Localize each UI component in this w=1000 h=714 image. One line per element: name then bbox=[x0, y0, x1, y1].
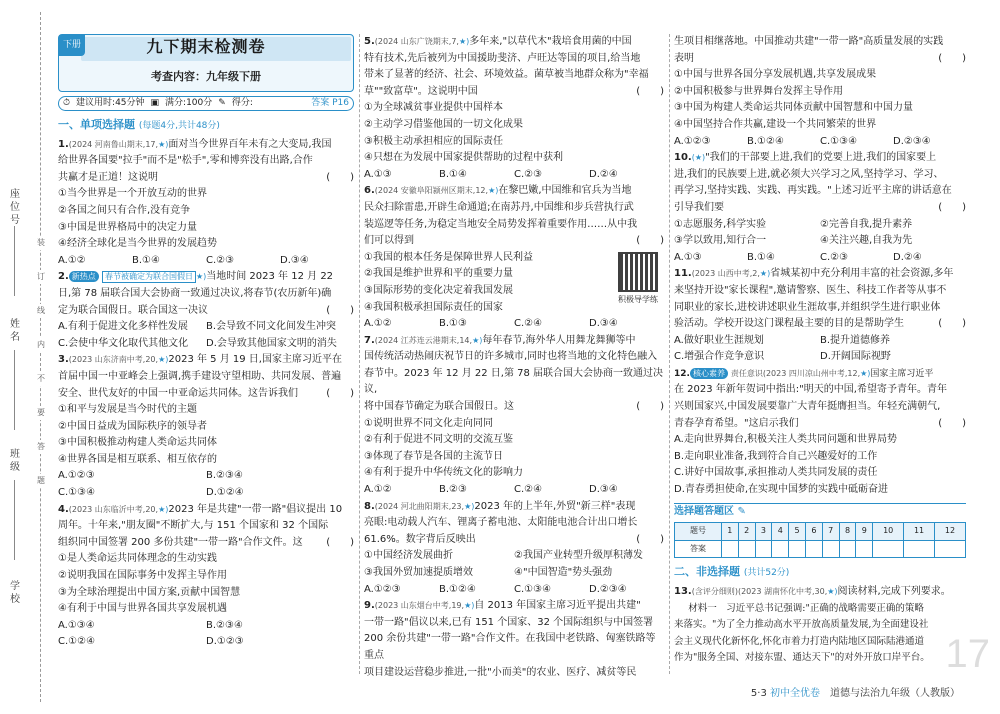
option-b[interactable]: B.①④ bbox=[439, 168, 467, 180]
q-text: 日,第 78 届联合国大会协商一致通过决议,将春节(农历新年)确 bbox=[58, 287, 332, 299]
answer-paren[interactable]: ( ) bbox=[636, 533, 664, 545]
option-b[interactable]: B.会导致不同文化间发生冲突 bbox=[206, 321, 337, 333]
q-number: 2. bbox=[58, 271, 69, 283]
q-text: 在 2023 年新年贺词中指出:"明天的中国,希望寄予青年。青年 bbox=[674, 384, 947, 396]
question-10 bbox=[674, 150, 966, 266]
answer-cell[interactable] bbox=[721, 540, 738, 558]
star-icon: ★) bbox=[458, 37, 470, 46]
q-text: 生项目相继落地。中国推动共建"一带一路"高质量发展的实践 bbox=[674, 36, 944, 47]
q-text: 将中国春节确定为联合国假日。这 bbox=[364, 401, 514, 413]
qr-code[interactable] bbox=[612, 252, 664, 309]
binding-margin bbox=[0, 0, 56, 714]
star-icon: ★) bbox=[860, 368, 871, 378]
statement: ④中国坚持合作共赢,建设一个共同繁荣的世界 bbox=[674, 118, 877, 130]
statement: ③国际形势的变化决定着我国发展 bbox=[364, 284, 513, 296]
option-b[interactable]: B.②③④ bbox=[206, 470, 243, 482]
q-text: 带来了显著的经济、社会、环境效益。菌草被当地群众称为"幸福 bbox=[364, 69, 649, 81]
answer-paren[interactable]: ( ) bbox=[326, 536, 354, 548]
cut-line bbox=[40, 12, 41, 702]
option-d[interactable]: D.①②③ bbox=[206, 636, 244, 648]
answer-grid bbox=[674, 522, 966, 558]
topic-badge: 责任意识 bbox=[730, 368, 763, 378]
q-text: 项目建设运营稳步推进,一批"小而美"的农业、医疗、减贫等民 bbox=[364, 666, 637, 678]
q-text: 200 余份共建"一带一路"合作文件。在我国中老铁路、匈塞铁路等重点 bbox=[364, 633, 656, 661]
q-text: 2023 年 5 月 19 日,国家主席习近平在 bbox=[168, 354, 342, 366]
option-a[interactable]: A.①② bbox=[364, 318, 392, 330]
answer-cell[interactable] bbox=[772, 540, 789, 558]
question-3 bbox=[58, 352, 354, 501]
option-c[interactable]: C.增强合作竞争意识 bbox=[674, 351, 765, 363]
option-d[interactable]: D.会导致其他国家文明的消失 bbox=[206, 337, 337, 349]
option-c[interactable]: C.②④ bbox=[514, 318, 543, 330]
statement: ③学以致用,知行合一 bbox=[674, 235, 767, 247]
q-text: 每年春节,海外华人用舞龙舞狮等中 bbox=[482, 334, 636, 346]
statement: ④只想在为发展中国家提供帮助的过程中获利 bbox=[364, 152, 563, 164]
option-a[interactable]: A.①③④ bbox=[58, 619, 95, 631]
option-d[interactable]: D.②③④ bbox=[589, 583, 627, 595]
q-text: 面对当今世界百年未有之大变局,我国 bbox=[168, 138, 332, 150]
option-a[interactable]: A.走向世界舞台,积极关注人类共同问题和世界局势 bbox=[674, 434, 898, 446]
question-9-cont bbox=[674, 34, 966, 150]
footer bbox=[751, 684, 960, 699]
q-source: (2024 安徽阜阳颍州区期末,12, bbox=[374, 186, 489, 196]
grid-qnum: 3 bbox=[755, 523, 772, 541]
grid-qnum: 5 bbox=[789, 523, 806, 541]
option-c[interactable]: C.①②④ bbox=[58, 636, 96, 648]
option-a[interactable]: A.①②③ bbox=[364, 583, 401, 595]
answer-paren[interactable]: ( ) bbox=[326, 304, 354, 316]
score-info: 满分:100分 bbox=[165, 98, 213, 109]
statement: ③中国为构建人类命运共同体贡献中国智慧和中国力量 bbox=[674, 102, 913, 114]
option-a[interactable]: A.①②③ bbox=[674, 135, 711, 147]
score-icon: ▣ bbox=[150, 98, 160, 109]
q-text: 阅读材料,完成下列要求。 bbox=[837, 586, 951, 597]
answer-paren[interactable]: ( ) bbox=[938, 201, 966, 213]
answer-paren[interactable]: ( ) bbox=[326, 387, 354, 399]
cut-char: 答 bbox=[36, 440, 46, 454]
grid-qnum: 6 bbox=[805, 523, 822, 541]
q-number: 3. bbox=[58, 354, 69, 366]
statement: ④"中国智造"势头强劲 bbox=[514, 567, 613, 578]
q-text: 61.6%。数字背后反映出 bbox=[364, 533, 476, 545]
option-b[interactable]: B.提升道德修养 bbox=[820, 334, 891, 346]
star-icon: ★) bbox=[464, 601, 475, 611]
statement: ④世界各国是相互联系、相互依存的 bbox=[58, 453, 217, 465]
question-11 bbox=[674, 266, 966, 366]
grid-qnum: 4 bbox=[772, 523, 789, 541]
core-badge: 核心素养 bbox=[690, 368, 728, 379]
option-d[interactable]: D.③④ bbox=[589, 484, 618, 496]
q-number: 11. bbox=[674, 268, 692, 280]
q-source: (2023 山东临沂中考,20, bbox=[68, 504, 159, 514]
material-text: 来落实。"为了全力推动高水平开放高质量发展,为全面建设社 bbox=[674, 619, 929, 631]
hot-badge: 新热点 bbox=[69, 271, 99, 282]
option-a[interactable]: A.①② bbox=[58, 254, 86, 266]
q-number: 4. bbox=[58, 503, 69, 515]
q-source: (2024 河北曲阳期末,23, bbox=[374, 501, 465, 511]
statement: ④关注兴趣,自我为先 bbox=[820, 235, 913, 247]
q-number: 12. bbox=[674, 368, 690, 379]
option-d[interactable]: D.②④ bbox=[893, 251, 922, 263]
q-text: 草""致富草"。这说明中国 bbox=[364, 85, 478, 97]
statement: ③中国是世界格局中的决定力量 bbox=[58, 221, 197, 233]
material-text: 作为"服务全国、对接东盟、通达天下"的对外开放口岸平台。 bbox=[674, 652, 930, 664]
material-text: 材料一 习近平总书记强调:"正确的战略需要正确的策略 bbox=[688, 602, 924, 614]
q-text: 兴则国家兴,中国发展要靠广大青年挺膺担当。年轻充满朝气, bbox=[674, 401, 941, 413]
statement: ④有利于提升中华传统文化的影响力 bbox=[364, 467, 523, 479]
star-icon: ★) bbox=[759, 269, 771, 279]
cut-char: 不 bbox=[36, 372, 46, 386]
q-text: 安全、世代友好的中国一中亚命运共同体。这告诉我们 bbox=[58, 387, 298, 399]
get-score[interactable]: 得分: bbox=[231, 98, 253, 109]
star-icon: ★) bbox=[488, 186, 499, 196]
statement: ②我国是维护世界和平的重要力量 bbox=[364, 268, 513, 280]
statement: ③体现了春节是各国的主流节日 bbox=[364, 450, 503, 462]
option-c[interactable]: C.①③④ bbox=[514, 583, 552, 595]
option-a[interactable]: A.做好职业生涯规划 bbox=[674, 334, 764, 346]
option-d[interactable]: D.①②④ bbox=[206, 487, 244, 499]
q-text: 青春孕育希望。"这启示我们 bbox=[674, 417, 799, 429]
statement: ①当今世界是一个开放互动的世界 bbox=[58, 188, 207, 200]
option-c[interactable]: C.会使中华文化取代其他文化 bbox=[58, 337, 189, 349]
q-text: 周年。十年来,"朋友圈"不断扩大,与 151 个国家和 32 个国际 bbox=[58, 520, 329, 532]
statement: ①为全球减贫事业提供中国样本 bbox=[364, 102, 503, 114]
statement: ②说明我国在国际事务中发挥主导作用 bbox=[58, 570, 227, 582]
cut-char: 订 bbox=[36, 270, 46, 284]
star-icon: ★) bbox=[158, 355, 169, 365]
option-a[interactable]: A.①③ bbox=[364, 168, 392, 180]
answer-cell[interactable] bbox=[805, 540, 822, 558]
option-b[interactable]: B.走向职业准备,我到符合自己兴趣爱好的工作 bbox=[674, 450, 878, 462]
column-3 bbox=[674, 34, 966, 667]
statement: ①说明世界不同文化走向同同 bbox=[364, 417, 493, 429]
q-text: 再学习,坚持实践、实践、再实践。"上述习近平主席的讲话意在 bbox=[674, 185, 952, 197]
answer-cell[interactable] bbox=[873, 540, 904, 558]
star-icon: ★) bbox=[158, 504, 169, 514]
star-icon: ★) bbox=[827, 587, 838, 596]
star-icon: ★) bbox=[158, 139, 169, 149]
statement: ③中国积极推动构建人类命运共同体 bbox=[58, 437, 217, 449]
q-text: 引导我们要 bbox=[674, 201, 724, 213]
exam-subtitle: 考查内容：九年级下册 bbox=[151, 70, 261, 83]
answer-paren[interactable]: ( ) bbox=[636, 235, 664, 247]
star-icon: (★) bbox=[691, 153, 706, 163]
question-4 bbox=[58, 502, 354, 651]
statement: ③为全球治理提出中国方案,贡献中国智慧 bbox=[58, 586, 241, 598]
option-a[interactable]: A.①② bbox=[364, 484, 392, 496]
footer-subject: 道德与法治九年级（人教版） bbox=[830, 688, 960, 699]
q-text: 共赢才是正道！这说明 bbox=[58, 171, 158, 183]
cut-char: 题 bbox=[36, 474, 46, 488]
q-text: 表明 bbox=[674, 52, 694, 64]
q-number: 13. bbox=[674, 586, 692, 597]
q-source: (2023 四川凉山州中考,12, bbox=[762, 368, 861, 378]
answer-grid-area bbox=[674, 503, 966, 559]
grid-qnum: 11 bbox=[904, 523, 935, 541]
option-a[interactable]: A.①②③ bbox=[58, 470, 95, 482]
q-number: 6. bbox=[364, 185, 375, 197]
answer-cell[interactable] bbox=[738, 540, 755, 558]
q-text: 组织同中国签署 200 多份共建"一带一路"合作文件。这 bbox=[58, 536, 303, 548]
q-text: 给世界各国要"拉手"而不是"松手",零和博弈没有出路,合作 bbox=[58, 155, 313, 167]
answer-paren[interactable]: ( ) bbox=[636, 401, 664, 413]
exam-meta bbox=[58, 96, 354, 111]
statement: ①中国经济发展曲折 bbox=[364, 550, 453, 562]
option-d[interactable]: D.青春勇担使命,在实现中国梦的实践中砥砺奋进 bbox=[674, 484, 889, 496]
seat-label: 座位号 bbox=[10, 189, 20, 226]
answer-paren[interactable]: ( ) bbox=[636, 85, 664, 97]
q-text: 2023 年是共建"一带一路"倡议提出 10 bbox=[168, 503, 343, 515]
question-8 bbox=[364, 499, 664, 599]
q-text: 亮眼:电动载人汽车、锂离子蓄电池、太阳能电池合计出口增长 bbox=[364, 517, 638, 529]
statement: ②中国日益成为国际秩序的领导者 bbox=[58, 420, 207, 432]
answer-cell[interactable] bbox=[856, 540, 873, 558]
statement: ②主动学习借鉴他国的一切文化成果 bbox=[364, 118, 523, 130]
statement: ①和平与发展是当今时代的主题 bbox=[58, 404, 197, 416]
q-text: 在黎巴嫩,中国维和官兵为当地 bbox=[498, 185, 632, 197]
section-title-text: 一、单项选择题 bbox=[58, 118, 135, 131]
statement: ①我国的根本任务是保障世界人民利益 bbox=[364, 251, 533, 263]
statement: ②我国产业转型升级厚积薄发 bbox=[514, 550, 643, 562]
answer-cell[interactable] bbox=[789, 540, 806, 558]
cut-char: 线 bbox=[36, 304, 46, 318]
statement: ①中国与世界各国分享发展机遇,共享发展成果 bbox=[674, 69, 877, 81]
option-d[interactable]: D.开阔国际视野 bbox=[820, 351, 891, 363]
q-text: 特有技术,先后被列为中国援助斐济、卢旺达等国的项目,给当地 bbox=[364, 52, 641, 64]
cut-char: 要 bbox=[36, 406, 46, 420]
q-text: 验活动。学校开设这门课程最主要的目的是帮助学生 bbox=[674, 318, 904, 330]
q-source: (含评分细则)(2023 湖南怀化中考,30, bbox=[691, 587, 828, 596]
clock-icon: ⏱ bbox=[63, 98, 71, 109]
seat-blank[interactable] bbox=[14, 226, 15, 296]
option-d[interactable]: D.②④ bbox=[589, 168, 618, 180]
q-number: 5. bbox=[364, 36, 375, 47]
answer-cell[interactable] bbox=[755, 540, 772, 558]
q-text: 来坚持开设"家长课程",邀请警察、医生、科技工作者等从事不 bbox=[674, 284, 947, 296]
material-text: 会主义现代化新怀化,怀化市着力打造内陆地区国际陆港通道 bbox=[674, 635, 925, 647]
option-a[interactable]: A.①③ bbox=[674, 251, 702, 263]
column-1 bbox=[58, 34, 354, 651]
q-text: 定为联合国假日。联合国这一决议 bbox=[58, 304, 208, 316]
question-9 bbox=[364, 598, 664, 681]
pencil-icon: ✎ bbox=[737, 505, 746, 517]
grid-qnum: 8 bbox=[839, 523, 856, 541]
question-1 bbox=[58, 137, 354, 270]
grid-qnum: 12 bbox=[934, 523, 965, 541]
q-text: 2023 年的上半年,外贸"新三样"表现 bbox=[474, 500, 636, 512]
q-text: 首届中国一中亚峰会上强调,携手建设守望相助、共同发展、普遍 bbox=[58, 370, 342, 382]
time-info: 建议用时:45分钟 bbox=[76, 98, 145, 109]
q-text: 省城某初中充分利用丰富的社会资源,多年 bbox=[770, 268, 954, 280]
footer-brand: 5·3 bbox=[750, 688, 767, 699]
statement: ④有利于中国与世界各国共享发展机遇 bbox=[58, 603, 227, 615]
grid-header: 题号 bbox=[675, 523, 722, 541]
q-text: 自 2013 年国家主席习近平提出共建" bbox=[474, 600, 641, 612]
option-b[interactable]: B.②③④ bbox=[206, 619, 243, 631]
class-blank[interactable] bbox=[14, 480, 15, 560]
answer-cell[interactable] bbox=[904, 540, 935, 558]
page-number-large: 17 bbox=[945, 632, 990, 676]
answer-paren[interactable]: ( ) bbox=[326, 171, 354, 183]
topic-badge: 春节被确定为联合国假日 bbox=[102, 271, 196, 283]
statement: ②有利于促进不同文明的交流互鉴 bbox=[364, 434, 513, 446]
answer-cell[interactable] bbox=[839, 540, 856, 558]
section-2-title bbox=[674, 564, 966, 582]
option-d[interactable]: D.②③④ bbox=[893, 135, 931, 147]
name-blank[interactable] bbox=[14, 350, 15, 430]
answer-ref[interactable]: 答案 P16 bbox=[311, 98, 349, 109]
q-source: (2023 山东烟台中考,19, bbox=[374, 601, 465, 611]
star-icon: ★) bbox=[464, 501, 475, 511]
option-c[interactable]: C.②③ bbox=[514, 168, 543, 180]
option-b[interactable]: B.①②④ bbox=[747, 135, 784, 147]
q-text: 当地时间 2023 年 12 月 22 bbox=[206, 271, 334, 283]
grid-qnum: 10 bbox=[873, 523, 904, 541]
question-6 bbox=[364, 183, 664, 332]
option-d[interactable]: D.③④ bbox=[280, 254, 309, 266]
q-text: 进,我们的民族要上进,就必须大兴学习之风,坚持学习、学习、 bbox=[674, 168, 944, 180]
star-icon: ★) bbox=[472, 335, 483, 345]
q-text: 春节中。2023 年 12 月 22 日,第 78 届联合国大会协商一致通过决议, bbox=[364, 367, 664, 396]
q-number: 8. bbox=[364, 500, 375, 512]
q-text: 民众扫除雷患,开辟生命通道;在南苏丹,中国维和步兵营执行武 bbox=[364, 201, 634, 213]
statement: ②完善自我,提升素养 bbox=[820, 218, 913, 230]
answer-cell[interactable] bbox=[822, 540, 839, 558]
name-label: 姓名 bbox=[10, 319, 20, 343]
grid-answer-label: 答案 bbox=[675, 540, 722, 558]
question-5 bbox=[364, 34, 664, 183]
qr-icon bbox=[618, 252, 658, 292]
q-source: (2024 河南鲁山期末,17, bbox=[68, 139, 159, 149]
option-c[interactable]: C.①③④ bbox=[820, 135, 858, 147]
grid-qnum: 7 bbox=[822, 523, 839, 541]
option-b[interactable]: B.①④ bbox=[747, 251, 775, 263]
q-source: (2024 江苏连云港期末,14, bbox=[374, 335, 473, 345]
option-b[interactable]: B.①②④ bbox=[439, 583, 476, 595]
answer-grid-title: 选择题答题区 bbox=[674, 505, 734, 517]
q-source: (2024 山东广饶期末,7, bbox=[374, 37, 459, 46]
section-note: (每题4分,共计48分) bbox=[138, 121, 220, 131]
q-text: 国家主席习近平 bbox=[870, 368, 934, 379]
q-number: 9. bbox=[364, 600, 375, 612]
answer-paren[interactable]: ( ) bbox=[938, 52, 966, 64]
footer-series: 初中全优卷 bbox=[770, 688, 820, 699]
cut-char: 装 bbox=[36, 236, 46, 250]
option-b[interactable]: B.①③ bbox=[439, 318, 467, 330]
star-icon: ★) bbox=[195, 272, 207, 282]
statement: ③积极主动承担相应的国际责任 bbox=[364, 135, 503, 147]
school-label: 学校 bbox=[10, 581, 20, 605]
q-source: (2023 山东济南中考,20, bbox=[68, 355, 159, 365]
statement: ②中国积极参与世界舞台发挥主导作用 bbox=[674, 85, 843, 97]
question-7 bbox=[364, 333, 664, 499]
volume-tag: 下册 bbox=[59, 35, 85, 56]
cut-char: 内 bbox=[36, 338, 46, 352]
option-c[interactable]: C.②④ bbox=[514, 484, 543, 496]
q-text: "我们的干部要上进,我们的党要上进,我们的国家要上 bbox=[705, 152, 937, 164]
option-c[interactable]: C.②③ bbox=[820, 251, 849, 263]
statement: ③我国外贸加速提质增效 bbox=[364, 567, 473, 578]
option-c[interactable]: C.①③④ bbox=[58, 487, 96, 499]
answer-paren[interactable]: ( ) bbox=[938, 417, 966, 429]
q-number: 7. bbox=[364, 334, 375, 346]
answer-cell[interactable] bbox=[934, 540, 965, 558]
question-12 bbox=[674, 366, 966, 499]
section-1-title bbox=[58, 117, 354, 135]
column-2 bbox=[364, 34, 664, 681]
exam-header bbox=[58, 34, 354, 92]
statement: ①志愿服务,科学实验 bbox=[674, 218, 767, 230]
option-a[interactable]: A.有利于促进文化多样性发展 bbox=[58, 321, 188, 333]
q-text: 装巡逻等任务,为稳定当地安全局势发挥着重要作用……从中我 bbox=[364, 218, 638, 230]
q-text: 同职业的家长,进校讲述职业生涯故事,并组织学生进行职业体 bbox=[674, 301, 941, 313]
grid-qnum: 2 bbox=[738, 523, 755, 541]
grid-qnum: 9 bbox=[856, 523, 873, 541]
option-b[interactable]: B.②③ bbox=[439, 484, 467, 496]
statement: ①是人类命运共同体理念的生动实践 bbox=[58, 553, 217, 565]
q-text: 们可以得到 bbox=[364, 235, 414, 247]
option-d[interactable]: D.③④ bbox=[589, 318, 618, 330]
class-label: 班级 bbox=[10, 449, 20, 473]
section-title-text: 二、非选择题 bbox=[674, 565, 740, 579]
q-text: 国传统活动热闹庆祝节日的许多城市,同时也将当地的文化特色融入 bbox=[364, 351, 658, 363]
q-source: (2023 山西中考,2, bbox=[691, 269, 760, 279]
pen-icon: ✎ bbox=[218, 98, 226, 109]
statement: ②各国之间只有合作,没有竞争 bbox=[58, 204, 191, 216]
exam-title: 九下期末检测卷 bbox=[146, 37, 266, 56]
q-number: 1. bbox=[58, 138, 69, 150]
q-number: 10. bbox=[674, 152, 692, 164]
q-text: 一带一路"倡议以来,已有 151 个国家、32 个国际组织与中国签署 bbox=[364, 616, 654, 628]
question-2 bbox=[58, 269, 354, 352]
question-13 bbox=[674, 584, 966, 667]
q-text: 多年来,"以草代木"栽培食用菌的中国 bbox=[469, 36, 632, 47]
option-c[interactable]: C.②③ bbox=[206, 254, 235, 266]
statement: ④我国积极承担国际责任的国家 bbox=[364, 301, 503, 313]
column-divider bbox=[359, 34, 360, 674]
statement: ④经济全球化是当今世界的发展趋势 bbox=[58, 238, 217, 250]
column-divider bbox=[669, 34, 670, 674]
option-b[interactable]: B.①④ bbox=[132, 254, 160, 266]
grid-qnum: 1 bbox=[721, 523, 738, 541]
answer-paren[interactable]: ( ) bbox=[938, 318, 966, 330]
option-c[interactable]: C.讲好中国故事,承担推动人类共同发展的责任 bbox=[674, 467, 878, 479]
section-note: (共计52分) bbox=[743, 568, 790, 579]
qr-caption: 积极导学练 bbox=[618, 294, 658, 304]
